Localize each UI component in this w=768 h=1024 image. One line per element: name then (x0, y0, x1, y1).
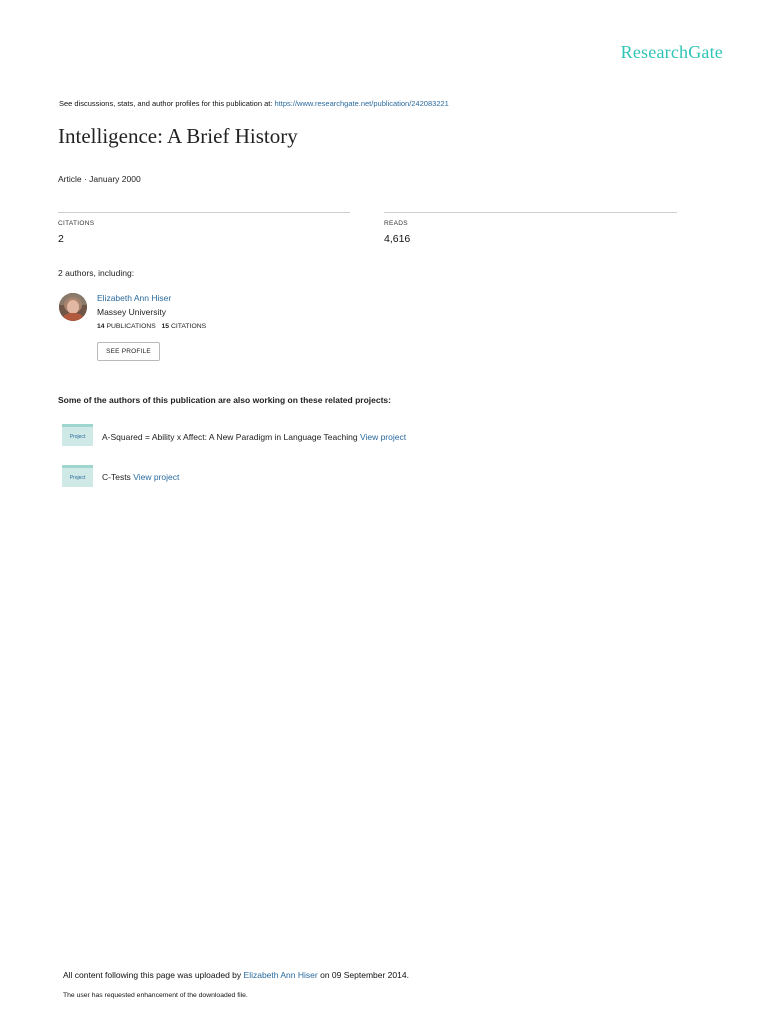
enhancement-note: The user has requested enhancement of the downloaded file. (63, 992, 248, 999)
related-projects-heading: Some of the authors of this publication are also working on these related projects: (58, 395, 391, 405)
view-project-link[interactable]: View project (359, 432, 407, 442)
avatar-portrait-icon (59, 293, 87, 321)
view-project-link[interactable]: View project (133, 472, 180, 482)
reads-divider (384, 212, 677, 213)
publication-meta: Article · January 2000 (58, 174, 141, 184)
citations-label: CITATIONS (58, 220, 95, 227)
publication-url-link[interactable]: https://www.researchgate.net/publication/242083221 (274, 99, 449, 108)
author-avatar[interactable] (59, 293, 87, 321)
author-citations-label: CITATIONS (170, 323, 207, 330)
upload-notice (63, 970, 409, 980)
researchgate-logo[interactable]: ResearchGate (620, 42, 723, 62)
publication-title: Intelligence: A Brief History (58, 124, 298, 148)
project-icon (62, 465, 93, 487)
author-stats (97, 323, 206, 330)
author-citations-count: 15 (161, 323, 170, 330)
project-badge-label: Project (69, 474, 86, 481)
citations-value: 2 (58, 233, 64, 245)
author-publications-label: PUBLICATIONS (106, 323, 156, 330)
header-notice (59, 99, 449, 108)
project-item (102, 432, 406, 442)
project-title: A-Squared = Ability x Affect: A New Paradigm in Language Teaching (102, 432, 358, 442)
header-notice-text: See discussions, stats, and author profiles for this publication at: (59, 99, 273, 108)
author-institution: Massey University (97, 307, 166, 317)
authors-label: 2 authors, including: (58, 268, 135, 278)
project-title: C-Tests (102, 472, 131, 482)
project-item (102, 472, 179, 482)
project-badge-label: Project (69, 433, 86, 440)
upload-notice-prefix: All content following this page was uploaded by (63, 970, 242, 980)
author-name-link[interactable]: Elizabeth Ann Hiser (97, 293, 172, 303)
author-publications-count: 14 (97, 323, 105, 330)
reads-value: 4,616 (384, 233, 411, 245)
uploader-link[interactable]: Elizabeth Ann Hiser (243, 970, 318, 980)
see-profile-button[interactable]: SEE PROFILE (97, 342, 160, 361)
citations-divider (58, 212, 350, 213)
reads-label: READS (384, 220, 408, 227)
upload-notice-suffix: on 09 September 2014. (320, 970, 409, 980)
project-icon (62, 424, 93, 446)
